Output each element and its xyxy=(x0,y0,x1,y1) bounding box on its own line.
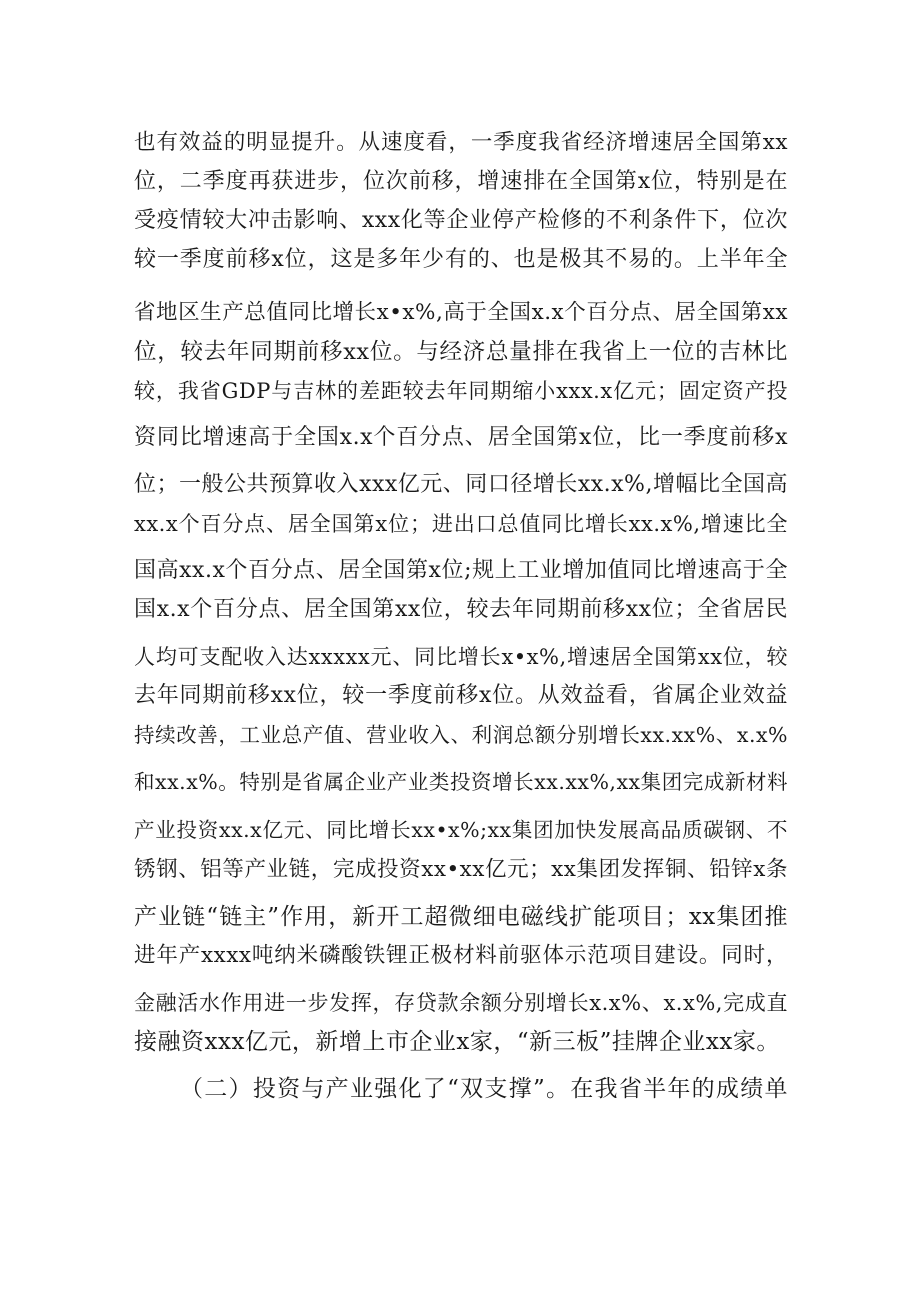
text-line: 国x.x个百分点、居全国第xx位，较去年同期前移xx位；全省居民 xyxy=(134,597,788,622)
text-line: 和xx.x%。特别是省属企业产业类投资增长xx.xx%,xx集团完成新材料 xyxy=(134,770,788,794)
text-line: 产业链“链主”作用，新开工超微细电磁线扩能项目；xx集团推 xyxy=(134,904,788,930)
section-heading-line: （二）投资与产业强化了“双支撑”。在我省半年的成绩单 xyxy=(180,1076,788,1102)
text-line: 受疫情较大冲击影响、xxx化等企业停产检修的不利条件下，位次 xyxy=(134,208,788,233)
text-line: 也有效益的明显提升。从速度看，一季度我省经济增速居全国第xx xyxy=(134,130,788,155)
text-line: 国高xx.x个百分点、居全国第x位;规上工业增加值同比增速高于全 xyxy=(134,558,788,583)
text-line: 较一季度前移x位，这是多年少有的、也是极其不易的。上半年全 xyxy=(134,247,788,272)
text-line: 持续改善，工业总产值、营业收入、利润总额分别增长xx.xx%、x.x% xyxy=(134,723,788,747)
text-line: 去年同期前移xx位，较一季度前移x位。从效益看，省属企业效益 xyxy=(134,683,788,708)
text-line: 较，我省GDP与吉林的差距较去年同期缩小xxx.x亿元；固定资产投 xyxy=(134,379,788,403)
text-line: 位，二季度再获进步，位次前移，增速排在全国第x位，特别是在 xyxy=(134,169,788,194)
text-line: 省地区生产总值同比增长x•x%,高于全国x.x个百分点、居全国第xx xyxy=(134,300,788,325)
text-line: 位；一般公共预算收入xxx亿元、同口径增长xx.x%,增幅比全国高 xyxy=(134,472,788,497)
text-line: xx.x个百分点、居全国第x位；进出口总值同比增长xx.x%,增速比全 xyxy=(134,512,788,536)
text-line: 位，较去年同期前移xx位。与经济总量排在我省上一位的吉林比 xyxy=(134,339,788,365)
text-line: 资同比增速高于全国x.x个百分点、居全国第x位，比一季度前移x xyxy=(134,425,788,450)
text-line: 人均可支配收入达xxxxx元、同比增长x•x%,增速居全国第xx位，较 xyxy=(134,645,788,669)
text-line: 金融活水作用进一步发挥，存贷款余额分别增长x.x%、x.x%,完成直 xyxy=(134,991,788,1015)
text-line: 锈钢、铝等产业链，完成投资xx•xx亿元；xx集团发挥铜、铅锌x条 xyxy=(134,857,788,882)
text-line: 进年产xxxx吨纳米磷酸铁锂正极材料前驱体示范项目建设。同时， xyxy=(134,943,788,968)
text-line: 接融资xxx亿元，新增上市企业x家，“新三板”挂牌企业xx家。 xyxy=(134,1029,780,1055)
text-line: 产业投资xx.x亿元、同比增长xx•x%;xx集团加快发展高品质碳钢、不 xyxy=(134,818,788,842)
